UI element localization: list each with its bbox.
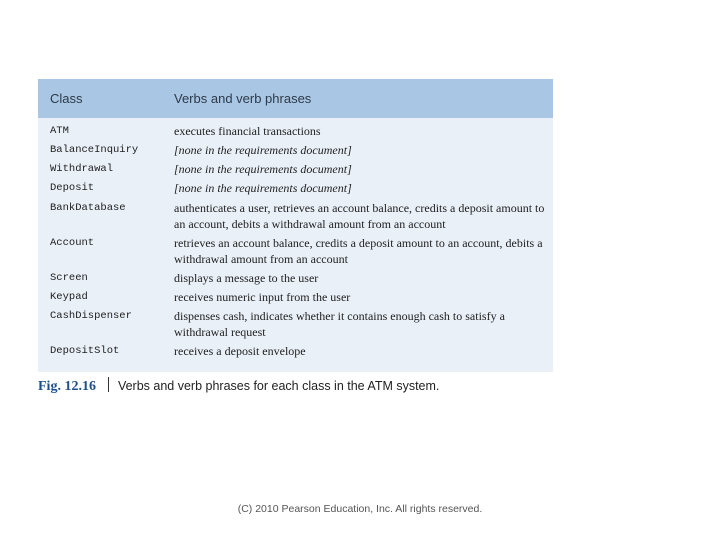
- verb-phrases-cell: displays a message to the user: [174, 271, 319, 285]
- verb-phrases-cell: authenticates a user, retrieves an account balance, credits a deposit amount to an account, debits a withdrawal amount from an account: [174, 201, 545, 231]
- verb-phrases-cell: [none in the requirements document]: [174, 143, 352, 157]
- class-name-cell: BankDatabase: [50, 202, 126, 214]
- verb-phrases-cell: retrieves an account balance, credits a deposit amount to an account, debits a withdrawal amount from an account: [174, 236, 543, 266]
- figure-caption: [38, 377, 439, 397]
- verbs-table: [38, 79, 553, 372]
- verbs-column-header: Verbs and verb phrases: [174, 91, 312, 106]
- class-column-header: Class: [50, 91, 83, 106]
- class-name-cell: CashDispenser: [50, 310, 132, 322]
- verb-phrases-cell: receives a deposit envelope: [174, 344, 306, 358]
- table-header: [38, 79, 553, 118]
- class-name-cell: Keypad: [50, 291, 88, 303]
- class-name-cell: Deposit: [50, 182, 95, 194]
- verb-phrases-cell: [none in the requirements document]: [174, 162, 352, 176]
- class-name-cell: ATM: [50, 125, 69, 137]
- caption-divider: [108, 377, 109, 392]
- class-name-cell: DepositSlot: [50, 345, 120, 357]
- figure-number: Fig. 12.16: [38, 379, 96, 394]
- copyright-footer: (C) 2010 Pearson Education, Inc. All rights reserved.: [237, 503, 483, 515]
- caption-text: Verbs and verb phrases for each class in the ATM system.: [117, 379, 440, 393]
- verb-phrases-cell: receives numeric input from the user: [174, 290, 351, 304]
- verb-phrases-cell: executes financial transactions: [174, 124, 321, 138]
- verb-phrases-cell: [none in the requirements document]: [174, 181, 352, 195]
- class-name-cell: Screen: [50, 272, 88, 284]
- class-name-cell: Account: [50, 237, 95, 249]
- class-name-cell: BalanceInquiry: [50, 144, 139, 156]
- class-name-cell: Withdrawal: [50, 163, 114, 175]
- verb-phrases-cell: dispenses cash, indicates whether it contains enough cash to satisfy a withdrawal request: [174, 309, 505, 339]
